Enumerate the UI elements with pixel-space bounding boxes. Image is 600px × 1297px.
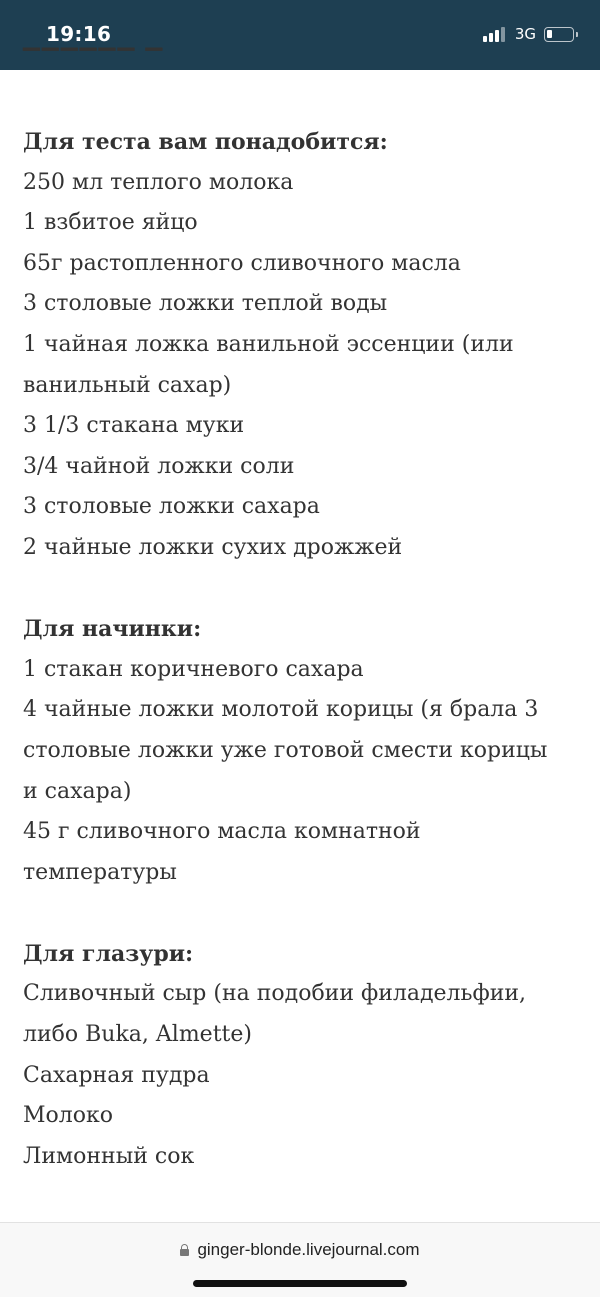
ingredient-line: 4 чайные ложки молотой корицы (я брала 3 — [23, 697, 539, 723]
ingredient-line: 1 взбитое яйцо — [23, 210, 198, 236]
ingredient-line: 45 г сливочного масла комнатной — [23, 819, 421, 845]
ingredient-line: 3/4 чайной ложки соли — [23, 453, 295, 479]
browser-bottom-bar — [0, 1222, 600, 1297]
ingredient-line: Лимонный сок — [23, 1143, 195, 1169]
ingredient-line: 1 чайная ложка ванильной эссенции (или — [23, 331, 514, 357]
ingredient-line: 3 1/3 стакана муки — [23, 413, 245, 439]
url-text: ginger-blonde.livejournal.com — [197, 1240, 420, 1259]
ingredient-line: 2 чайные ложки сухих дрожжей — [23, 534, 403, 560]
ingredient-line: Молоко — [23, 1103, 113, 1129]
ingredient-line: 250 мл теплого молока — [23, 169, 294, 195]
section-spacer — [23, 569, 583, 610]
ingredient-line: 1 стакан коричневого сахара — [23, 656, 364, 682]
status-indicators — [483, 25, 574, 43]
battery-icon — [544, 27, 574, 42]
lock-icon — [180, 1244, 189, 1256]
glaze-heading: Для глазури: — [23, 940, 194, 967]
clipped-previous-text: ▔▔▔▔▔▔ ▔ — [23, 49, 165, 74]
network-type: 3G — [514, 25, 536, 43]
article-content[interactable] — [23, 122, 583, 1177]
home-indicator[interactable] — [193, 1280, 407, 1287]
ingredient-line: столовые ложки уже готовой смести корицы — [23, 737, 548, 763]
ingredient-line: температуры — [23, 859, 177, 885]
signal-icon — [483, 26, 507, 42]
ingredient-line: Сахарная пудра — [23, 1062, 210, 1088]
status-time: 19:16 — [46, 22, 112, 46]
ingredient-line: Сливочный сыр (на подобии филадельфии, — [23, 981, 527, 1007]
ingredient-line: и сахара) — [23, 778, 132, 804]
address-bar[interactable] — [0, 1240, 600, 1260]
ingredient-line: 3 столовые ложки теплой воды — [23, 291, 388, 317]
ingredient-line: ванильный сахар) — [23, 372, 232, 398]
section-spacer — [23, 893, 583, 934]
ingredient-line: либо Buka, Almette) — [23, 1022, 252, 1048]
ingredient-line: 65г растопленного сливочного масла — [23, 250, 461, 276]
filling-heading: Для начинки: — [23, 616, 202, 643]
dough-heading: Для теста вам понадобится: — [23, 129, 388, 155]
ingredient-line: 3 столовые ложки сахара — [23, 494, 320, 520]
